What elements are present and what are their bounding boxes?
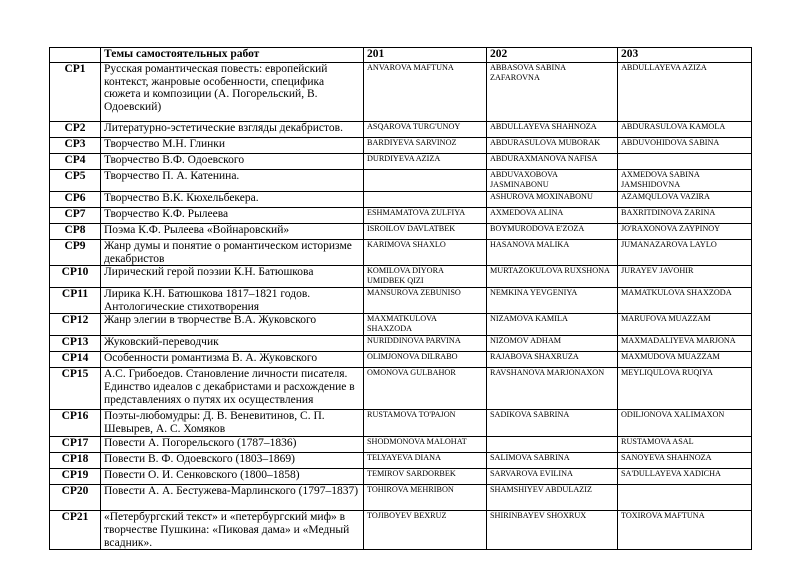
- row-topic: А.С. Грибоедов. Становление личности писателя. Единство идеалов с декабристами и расхождение в представлениях о путях их осуществления: [101, 368, 364, 410]
- table-row: [50, 192, 752, 208]
- row-topic: Русская романтическая повесть: европейский контекст, жанровые особенности, специфика сюжета и композиции (А. Погорельский, В. Одоевский): [101, 63, 364, 122]
- row-code: CP11: [50, 288, 101, 314]
- row-code: CP16: [50, 410, 101, 437]
- row-group-202: ABDUVAXOBOVA JASMINABONU: [487, 170, 618, 192]
- row-topic: Жуковский-переводчик: [101, 336, 364, 352]
- row-code: CP1: [50, 63, 101, 122]
- row-code: CP6: [50, 192, 101, 208]
- header-code: [50, 48, 101, 63]
- row-code: CP21: [50, 511, 101, 550]
- row-group-202: ABBASOVA SABINA ZAFAROVNA: [487, 63, 618, 122]
- row-group-202: MURTAZOKULOVA RUXSHONA: [487, 266, 618, 288]
- row-topic: Лирический герой поэзии К.Н. Батюшкова: [101, 266, 364, 288]
- row-group-201: ASQAROVA TURG'UNOY: [364, 122, 487, 138]
- row-group-201: TOJIBOYEV BEXRUZ: [364, 511, 487, 550]
- row-topic: Творчество В.К. Кюхельбекера.: [101, 192, 364, 208]
- table-row: [50, 437, 752, 453]
- row-topic: Творчество М.Н. Глинки: [101, 138, 364, 154]
- row-topic: Жанр элегии в творчестве В.А. Жуковского: [101, 314, 364, 336]
- table-row: [50, 208, 752, 224]
- row-topic: Особенности романтизма В. А. Жуковского: [101, 352, 364, 368]
- table-row: [50, 170, 752, 192]
- row-group-203: MAMATKULOVA SHAXZODA: [618, 288, 752, 314]
- row-group-202: ABDULLAYEVA SHAHNOZA: [487, 122, 618, 138]
- header-topic: Темы самостоятельных работ: [101, 48, 364, 63]
- row-group-203: RUSTAMOVA ASAL: [618, 437, 752, 453]
- row-code: CP19: [50, 469, 101, 485]
- row-topic: Жанр думы и понятие о романтическом историзме декабристов: [101, 240, 364, 266]
- row-group-202: SHAMSHIYEV ABDULAZIZ: [487, 485, 618, 511]
- row-group-202: NIZOMOV ADHAM: [487, 336, 618, 352]
- table-row: [50, 336, 752, 352]
- table-body: [50, 63, 752, 550]
- row-group-201: DURDIYEVA AZIZA: [364, 154, 487, 170]
- row-group-201: TOHIROVA MEHRIBON: [364, 485, 487, 511]
- row-group-203: JURAYEV JAVOHIR: [618, 266, 752, 288]
- header-group-202: 202: [487, 48, 618, 63]
- table-row: [50, 266, 752, 288]
- row-group-203: BAXRITDINOVA ZARINA: [618, 208, 752, 224]
- row-group-201: [364, 192, 487, 208]
- row-group-202: ABDURASULOVA MUBORAK: [487, 138, 618, 154]
- table-row: [50, 122, 752, 138]
- row-group-203: JUMANAZAROVA LAYLO: [618, 240, 752, 266]
- row-group-201: TELYAYEVA DIANA: [364, 453, 487, 469]
- row-topic: «Петербургский текст» и «петербургский миф» в творчестве Пушкина: «Пиковая дама» и «Медный всадник».: [101, 511, 364, 550]
- row-group-202: AXMEDOVA ALINA: [487, 208, 618, 224]
- table-row: [50, 138, 752, 154]
- row-group-203: SANOYEVA SHAHNOZA: [618, 453, 752, 469]
- row-code: CP2: [50, 122, 101, 138]
- row-code: CP3: [50, 138, 101, 154]
- row-group-201: RUSTAMOVA TO'PAJON: [364, 410, 487, 437]
- row-code: CP8: [50, 224, 101, 240]
- assignments-table: [49, 47, 752, 550]
- row-group-202: ABDURAXMANOVA NAFISA: [487, 154, 618, 170]
- row-topic: Повести А. Погорельского (1787–1836): [101, 437, 364, 453]
- row-group-201: MANSUROVA ZEBUNISO: [364, 288, 487, 314]
- row-group-202: ASHUROVA MOXINABONU: [487, 192, 618, 208]
- row-group-201: ANVAROVA MAFTUNA: [364, 63, 487, 122]
- row-topic: Творчество П. А. Катенина.: [101, 170, 364, 192]
- row-group-201: OMONOVA GULBAHOR: [364, 368, 487, 410]
- row-code: CP18: [50, 453, 101, 469]
- row-group-202: NIZAMOVA KAMILA: [487, 314, 618, 336]
- row-group-203: MEYLIQULOVA RUQIYA: [618, 368, 752, 410]
- row-group-201: NURIDDINOVA PARVINA: [364, 336, 487, 352]
- row-group-201: ESHMAMATOVA ZULFIYA: [364, 208, 487, 224]
- row-topic: Повести В. Ф. Одоевского (1803–1869): [101, 453, 364, 469]
- table-row: [50, 469, 752, 485]
- row-group-203: MAXMUDOVA MUAZZAM: [618, 352, 752, 368]
- row-code: CP15: [50, 368, 101, 410]
- row-group-201: TEMIROV SARDORBEK: [364, 469, 487, 485]
- header-group-203: 203: [618, 48, 752, 63]
- table-row: [50, 368, 752, 410]
- row-group-203: TOXIROVA MAFTUNA: [618, 511, 752, 550]
- row-group-201: MAXMATKULOVA SHAXZODA: [364, 314, 487, 336]
- row-code: CP4: [50, 154, 101, 170]
- row-group-203: MAXMADALIYEVA MARJONA: [618, 336, 752, 352]
- row-group-201: KOMILOVA DIYORA UMIDBEK QIZI: [364, 266, 487, 288]
- row-code: CP12: [50, 314, 101, 336]
- row-group-203: ABDUVOHIDOVA SABINA: [618, 138, 752, 154]
- table-row: [50, 224, 752, 240]
- row-code: CP20: [50, 485, 101, 511]
- row-topic: Поэты-любомудры: Д. В. Веневитинов, С. П. Шевырев, А. С. Хомяков: [101, 410, 364, 437]
- table-row: [50, 410, 752, 437]
- row-topic: Творчество К.Ф. Рылеева: [101, 208, 364, 224]
- row-group-201: [364, 170, 487, 192]
- table-row: [50, 485, 752, 511]
- row-code: CP14: [50, 352, 101, 368]
- row-topic: Поэма К.Ф. Рылеева «Войнаровский»: [101, 224, 364, 240]
- row-topic: Литературно-эстетические взгляды декабристов.: [101, 122, 364, 138]
- table-row: [50, 288, 752, 314]
- row-group-203: [618, 485, 752, 511]
- row-group-202: SHIRINBAYEV SHOXRUX: [487, 511, 618, 550]
- table-row: [50, 453, 752, 469]
- row-topic: Повести О. И. Сенковского (1800–1858): [101, 469, 364, 485]
- row-group-201: OLIMJONOVA DILRABO: [364, 352, 487, 368]
- row-code: CP17: [50, 437, 101, 453]
- row-group-203: ABDULLAYEVA AZIZA: [618, 63, 752, 122]
- row-group-202: [487, 437, 618, 453]
- header-group-201: 201: [364, 48, 487, 63]
- row-group-203: SA'DULLAYEVA XADICHA: [618, 469, 752, 485]
- row-code: CP9: [50, 240, 101, 266]
- table-row: [50, 63, 752, 122]
- table-row: [50, 240, 752, 266]
- row-group-203: MARUFOVA MUAZZAM: [618, 314, 752, 336]
- row-code: CP10: [50, 266, 101, 288]
- row-code: CP13: [50, 336, 101, 352]
- row-group-201: KARIMOVA SHAXLO: [364, 240, 487, 266]
- row-code: CP5: [50, 170, 101, 192]
- row-group-201: ISROILOV DAVLATBEK: [364, 224, 487, 240]
- table-row: [50, 154, 752, 170]
- row-group-203: ABDURASULOVA KAMOLA: [618, 122, 752, 138]
- row-group-203: ODILJONOVA XALIMAXON: [618, 410, 752, 437]
- row-topic: Повести А. А. Бестужева-Марлинского (1797–1837): [101, 485, 364, 511]
- row-topic: Творчество В.Ф. Одоевского: [101, 154, 364, 170]
- row-group-202: NEMKINA YEVGENIYA: [487, 288, 618, 314]
- header-row: [50, 48, 752, 63]
- table-row: [50, 352, 752, 368]
- row-group-203: AZAMQULOVA VAZIRA: [618, 192, 752, 208]
- row-group-201: SHODMONOVA MALOHAT: [364, 437, 487, 453]
- table-row: [50, 314, 752, 336]
- row-group-202: RAJABOVA SHAXRUZA: [487, 352, 618, 368]
- row-code: CP7: [50, 208, 101, 224]
- row-group-201: BARDIYEVA SARVINOZ: [364, 138, 487, 154]
- row-group-202: RAVSHANOVA MARJONAXON: [487, 368, 618, 410]
- row-group-203: JO'RAXONOVA ZAYPINOY: [618, 224, 752, 240]
- row-group-203: AXMEDOVA SABINA JAMSHIDOVNA: [618, 170, 752, 192]
- row-group-203: [618, 154, 752, 170]
- row-group-202: BOYMURODOVA E'ZOZA: [487, 224, 618, 240]
- row-group-202: HASANOVA MALIKA: [487, 240, 618, 266]
- row-group-202: SADIKOVA SABRINA: [487, 410, 618, 437]
- row-group-202: SALIMOVA SABRINA: [487, 453, 618, 469]
- row-group-202: SARVAROVA EVILINA: [487, 469, 618, 485]
- row-topic: Лирика К.Н. Батюшкова 1817–1821 годов. Антологические стихотворения: [101, 288, 364, 314]
- table-row: [50, 511, 752, 550]
